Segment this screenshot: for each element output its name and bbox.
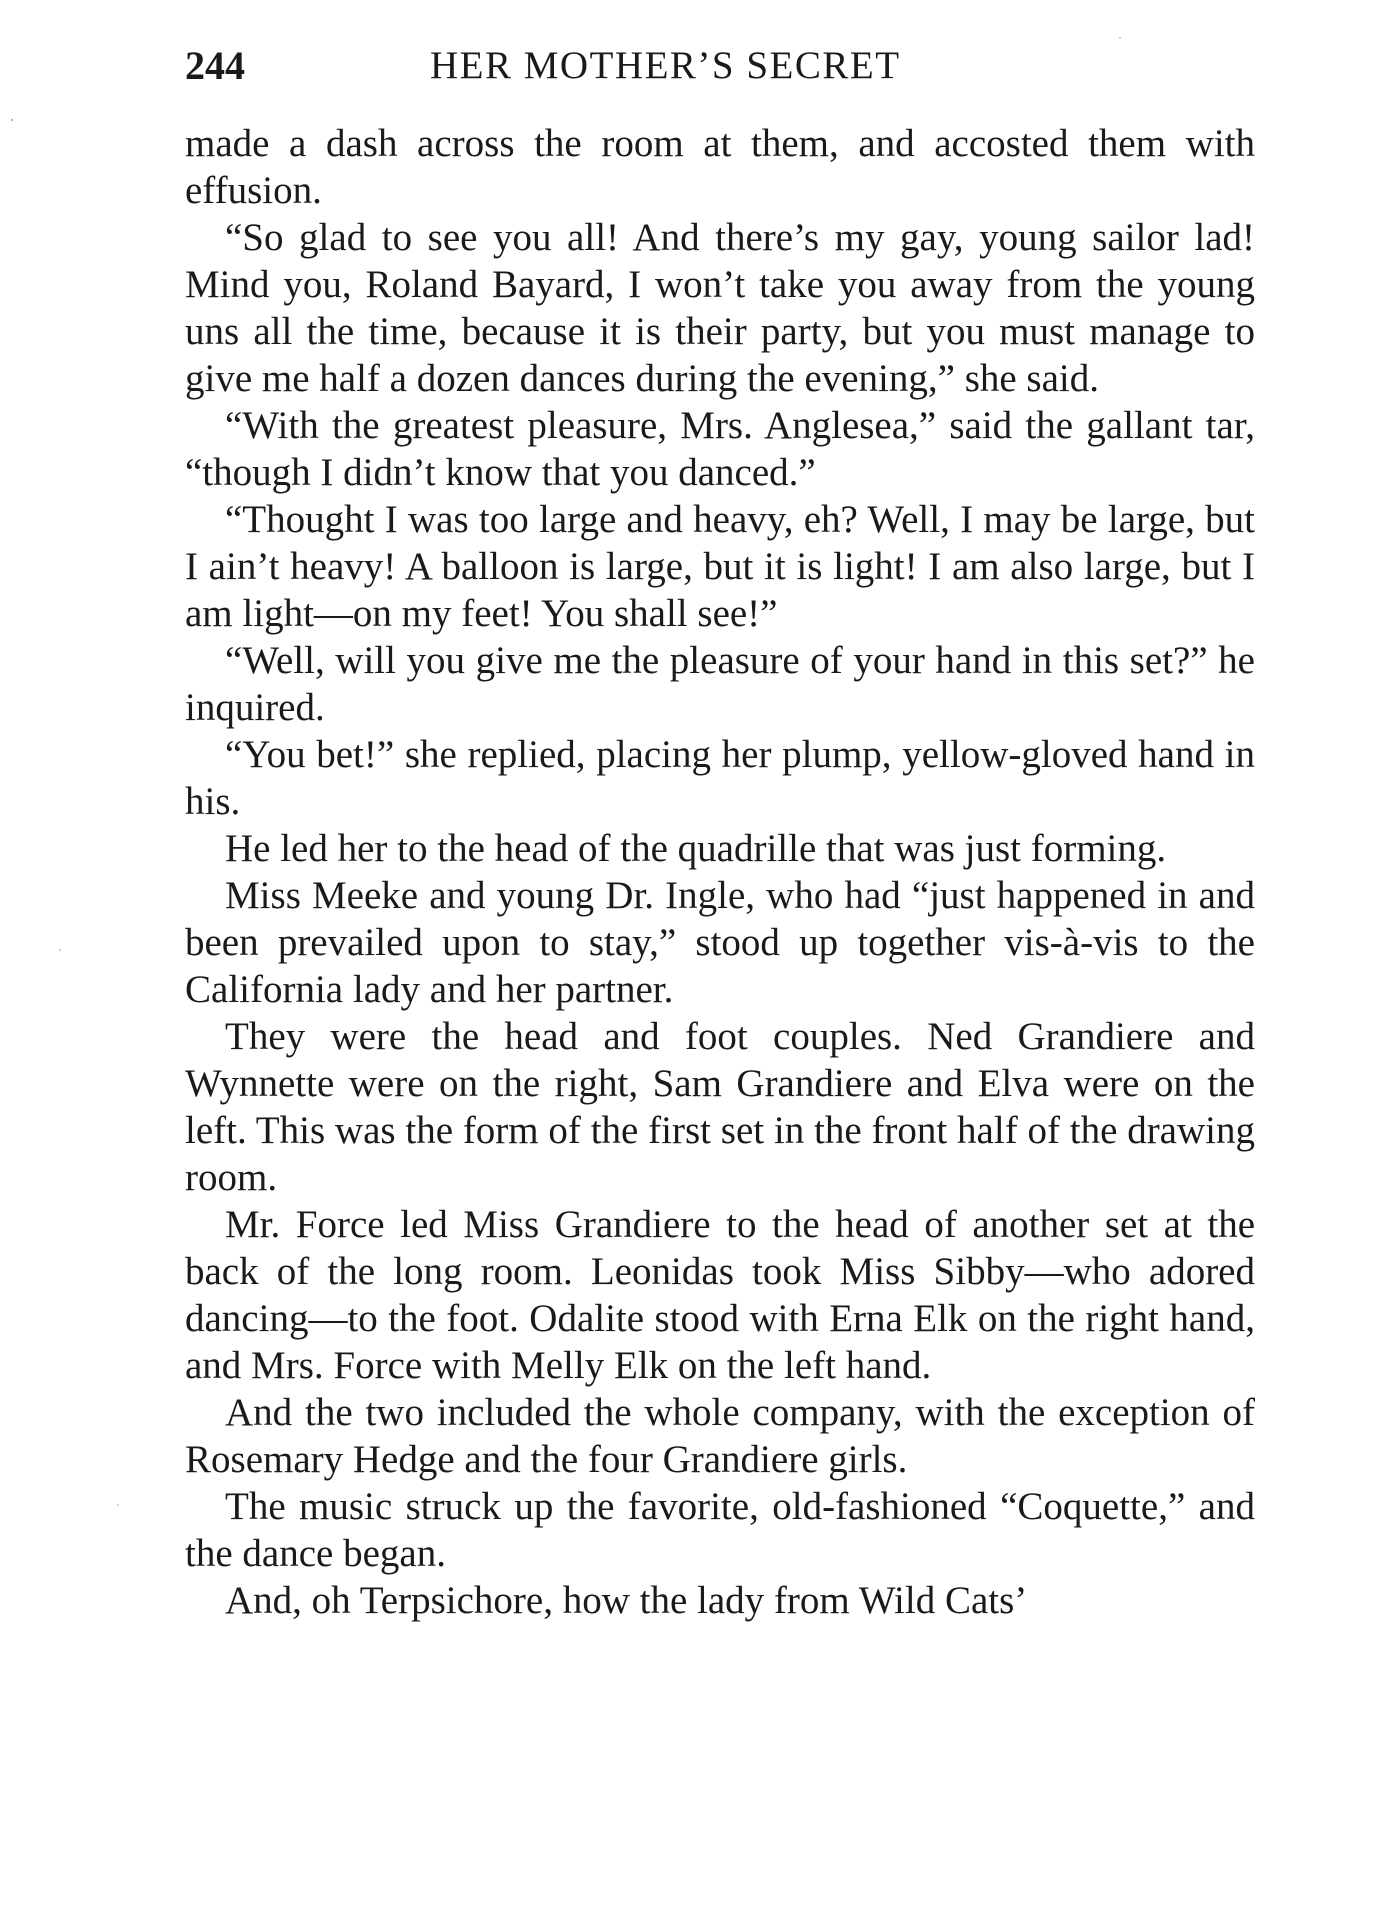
paragraph: “So glad to see you all! And there’s my gay, young sailor lad! Mind you, Roland Bayard, I won’t take you away from the young uns all the time, because it is their party, but you must manage to give me half a dozen dances during the evening,” she said. [185, 216, 1255, 400]
scan-speck [11, 119, 13, 121]
paragraph: And the two included the whole company, with the exception of Rosemary Hedge and the four Grandiere girls. [185, 1391, 1255, 1481]
paragraph: Miss Meeke and young Dr. Ingle, who had “just happened in and been prevailed upon to stay,” stood up together vis-à-vis to the California lady and her partner. [185, 874, 1255, 1011]
paragraph: He led her to the head of the quadrille that was just forming. [225, 827, 1167, 870]
paragraph: “With the greatest pleasure, Mrs. Anglesea,” said the gallant tar, “though I didn’t know that you danced.” [185, 404, 1255, 494]
page-header [185, 36, 1245, 96]
scan-speck [117, 1504, 119, 1506]
paragraph: The music struck up the favorite, old-fashioned “Coquette,” and the dance began. [185, 1485, 1255, 1575]
body-text [185, 120, 1255, 1624]
paragraph: “Well, will you give me the pleasure of your hand in this set?” he inquired. [185, 639, 1255, 729]
paragraph: made a dash across the room at them, and accosted them with effusion. [185, 122, 1255, 212]
paragraph: “Thought I was too large and heavy, eh? Well, I may be large, but I ain’t heavy! A balloon is large, but it is light! I am also large, but I am light—on my feet! You shall see!” [185, 498, 1255, 635]
scan-speck [59, 949, 61, 951]
running-title: HER MOTHER’S SECRET [430, 44, 901, 87]
paragraph: “You bet!” she replied, placing her plump, yellow-gloved hand in his. [185, 733, 1255, 823]
paragraph: And, oh Terpsichore, how the lady from Wild Cats’ [225, 1579, 1028, 1622]
paragraph: Mr. Force led Miss Grandiere to the head of another set at the back of the long room. Leonidas took Miss Sibby—who adored dancing—to the foot. Odalite stood with Erna Elk on the right hand, and Mrs. Force with Melly Elk on the left hand. [185, 1203, 1255, 1387]
paragraph: They were the head and foot couples. Ned Grandiere and Wynnette were on the right, Sam Grandiere and Elva were on the left. This was the form of the first set in the front half of the drawing room. [185, 1015, 1255, 1199]
page-number: 244 [185, 43, 245, 88]
